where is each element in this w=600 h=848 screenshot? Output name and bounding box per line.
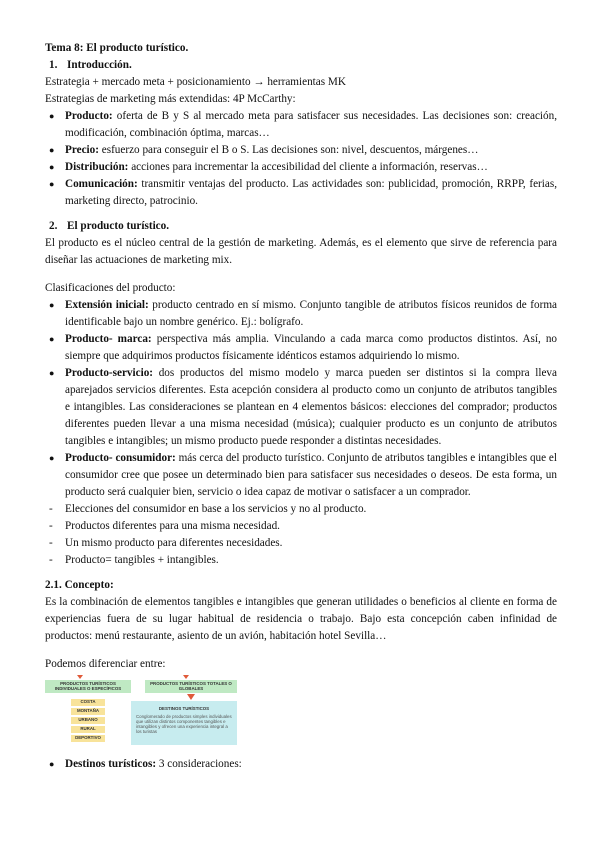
bullet-text: perspectiva más amplia. Vinculando a cada marca como productos distintos. Así, no siempre que adquirimos productos físicamente idénticos estamos adquiriendo lo mismo.: [65, 333, 558, 362]
individual-products-box: PRODUCTOS TURÍSTICOS INDIVIDUALES O ESPECÍFICOS: [45, 680, 131, 693]
bullet-term: Extensión inicial:: [65, 299, 149, 311]
section-1-number: 1.: [49, 59, 58, 71]
list-item: [45, 756, 557, 773]
list-item: [45, 176, 557, 210]
section-2-heading: [45, 218, 557, 235]
bullet-term: Distribución:: [65, 161, 129, 173]
section-2-1-heading: 2.1. Concepto:: [45, 579, 114, 591]
diagram-item-deportivo: DEPORTIVO: [71, 735, 105, 742]
left-arrow-icon: [77, 675, 83, 679]
section-1-heading: [45, 57, 557, 74]
list-item: [45, 142, 557, 159]
bullet-text: acciones para incrementar la accesibilidad del cliente a información, reservas…: [128, 161, 488, 173]
bullet-text: producto centrado en sí mismo. Conjunto tangible de atributos físicos reunidos de forma identificable bajo un nombre genérico. Ej.: bolígrafo.: [65, 299, 557, 328]
podemos-diferenciar: Podemos diferenciar entre:: [45, 658, 166, 670]
product-types-diagram: [45, 677, 245, 752]
section-2-title: El producto turístico.: [67, 220, 170, 232]
right-arrow-icon: [183, 675, 189, 679]
bullet-term: Producto- marca:: [65, 333, 152, 345]
section-2-intro: El producto es el núcleo central de la gestión de marketing. Además, es el elemento que sirve de referencia para diseñar las actuaciones de marketing mix.: [45, 237, 557, 266]
bullet-term: Comunicación:: [65, 178, 138, 190]
list-item: - Un mismo producto para diferentes necesidades.: [45, 535, 557, 552]
bullet-term: Producto-servicio:: [65, 367, 154, 379]
tourist-destinations-box: [131, 701, 237, 745]
diagram-item-rural: RURAL: [71, 726, 105, 733]
bullet-term: Destinos turísticos:: [65, 758, 157, 770]
section-2-dash-list: [45, 501, 557, 569]
list-item: - Productos diferentes para una misma necesidad.: [45, 518, 557, 535]
document-page: [45, 40, 557, 773]
destinations-description: Conglomerado de productos simples individuales que utilizan distintos componentes tangibles e intangibles y ofrecen una experiencia integral a los turistas: [136, 714, 232, 734]
bullet-term: Producto- consumidor:: [65, 452, 176, 464]
bullet-text: dos productos del mismo modelo y marca pueden ser distintos si la compra lleva aparejados servicios diferentes. Esta acepción considera al producto como un conjunto de atributos tangibles e intangibles. Las consideraciones se plantean en 4 elementos básicos: elecciones del comprador; productos diferentes pueden llevar a una misma necesidad (música); cualquier producto es un conjunto de atributos tangibles e intangibles; un mismo producto puede responder a distintas necesidades.: [65, 367, 557, 447]
down-arrow-icon: [187, 694, 195, 700]
list-item: - Elecciones del consumidor en base a los servicios y no al producto.: [45, 501, 557, 518]
list-item: [45, 331, 557, 365]
bullet-term: Precio:: [65, 144, 99, 156]
document-title: Tema 8: El producto turístico.: [45, 42, 189, 54]
section-2-bullet-list: [45, 297, 557, 501]
bullet-text: esfuerzo para conseguir el B o S. Las decisiones son: nivel, descuentos, márgenes…: [98, 144, 479, 156]
diagram-item-urbano: URBANO: [71, 717, 105, 724]
list-item: [45, 365, 557, 450]
bullet-term: Producto:: [65, 110, 113, 122]
global-products-box: PRODUCTOS TURÍSTICOS TOTALES O GLOBALES: [145, 680, 237, 693]
section-1-line-2: Estrategias de marketing más extendidas: 4P McCarthy:: [45, 93, 296, 105]
final-bullet-list: [45, 756, 557, 773]
section-1-line-1: Estrategia + mercado meta + posicionamiento → herramientas MK: [45, 76, 346, 88]
list-item: [45, 297, 557, 331]
list-item: [45, 450, 557, 501]
list-item: [45, 159, 557, 176]
section-1-bullet-list: [45, 108, 557, 210]
list-item: - Producto= tangibles + intangibles.: [45, 552, 557, 569]
list-item: [45, 108, 557, 142]
section-2-1-text: Es la combinación de elementos tangibles e intangibles que generan utilidades o beneficios al cliente en forma de experiencias fuera de su lugar habitual de residencia o trabajo. Bajo esta concepción caben infinidad de productos: menú restaurante, asiento de un avión, habitación hotel Sevilla…: [45, 596, 557, 642]
classifications-label: Clasificaciones del producto:: [45, 282, 176, 294]
destinations-title: DESTINOS TURÍSTICOS: [158, 706, 210, 711]
diagram-item-montana: MONTAÑA: [71, 708, 105, 715]
bullet-text: 3 consideraciones:: [156, 758, 242, 770]
bullet-text: transmitir ventajas del producto. Las actividades son: publicidad, promoción, RRPP, ferias, marketing directo, patrocinio.: [65, 178, 557, 207]
bullet-text: oferta de B y S al mercado meta para satisfacer sus necesidades. Las decisiones son: creación, modificación, combinación óptima, marcas…: [65, 110, 557, 139]
section-1-title: Introducción.: [67, 59, 132, 71]
diagram-item-costa: COSTA: [71, 699, 105, 706]
bullet-text: más cerca del producto turístico. Conjunto de atributos tangibles e intangibles que el consumidor cree que posee un determinado bien para satisfacer sus necesidades o deseos. De esta forma, un producto será cualquier bien, servicio o idea capaz de motivar o satisfacer a un comprador.: [65, 452, 557, 498]
section-2-number: 2.: [49, 220, 58, 232]
